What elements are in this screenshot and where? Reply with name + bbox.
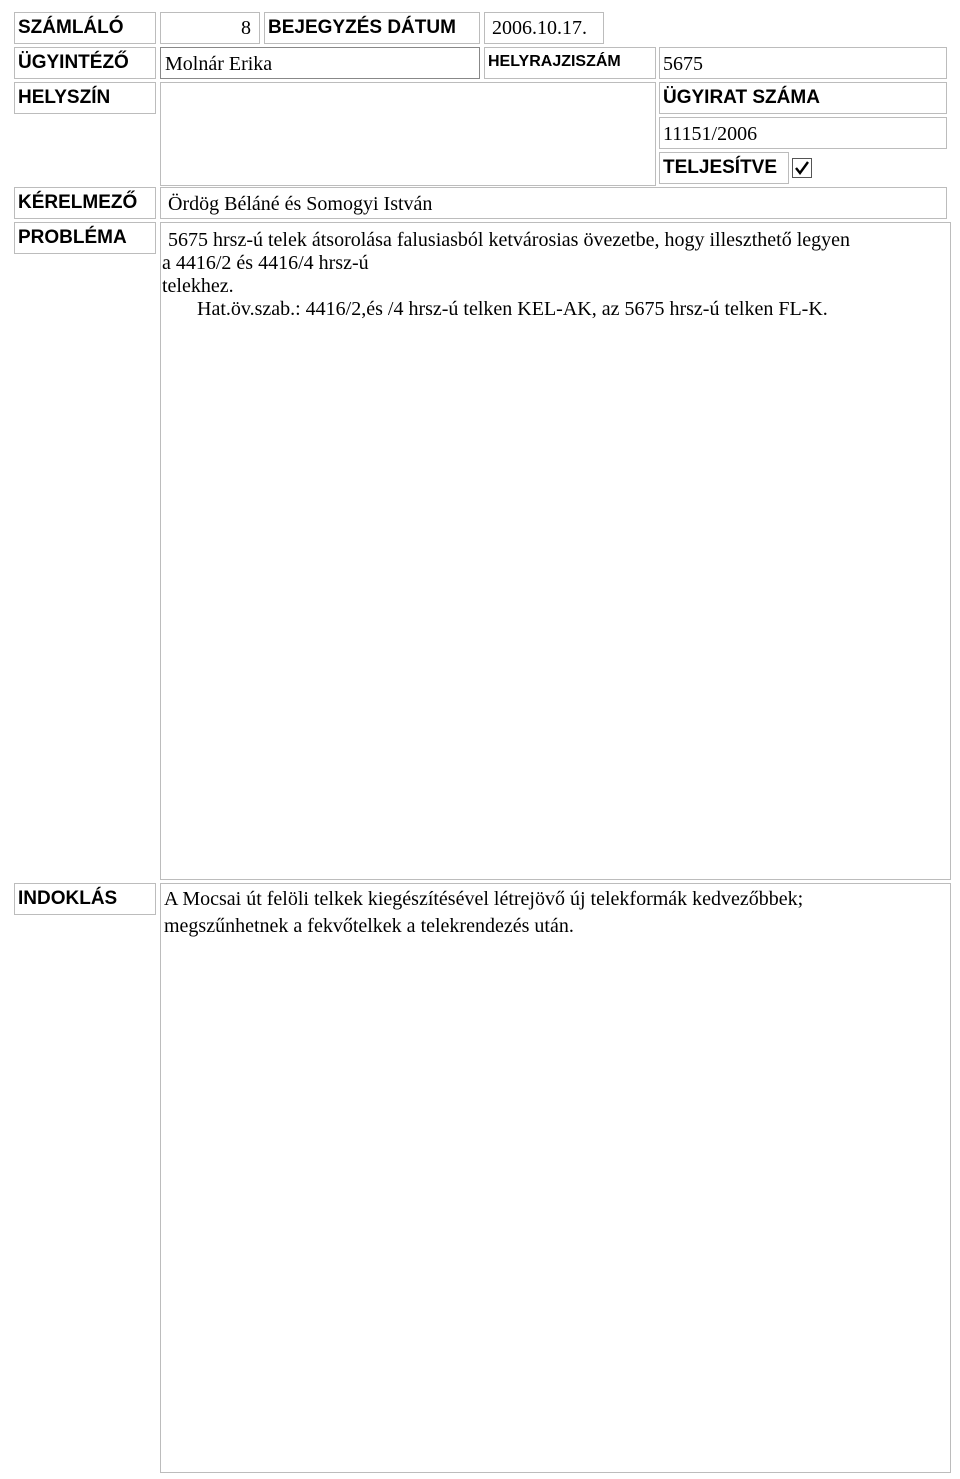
ugyintezo-value: Molnár Erika [165, 53, 273, 75]
kerelmezo-value: Ördög Béláné és Somogyi István [168, 193, 433, 215]
problema-line: Hat.öv.szab.: 4416/2,és /4 hrsz-ú telken KEL-AK, az 5675 hrsz-ú telken FL-K. [197, 298, 828, 320]
teljesitve-label: TELJESÍTVE [663, 157, 778, 178]
kerelmezo-label: KÉRELMEZŐ [18, 192, 138, 213]
helyszin-field[interactable] [160, 82, 656, 186]
helyrajziszam-value: 5675 [663, 53, 703, 75]
szamlalo-label: SZÁMLÁLÓ [18, 17, 124, 38]
ugyintezo-label: ÜGYINTÉZŐ [18, 52, 129, 73]
ugyirat-szama-label: ÜGYIRAT SZÁMA [663, 87, 820, 108]
ugyirat-szama-value: 11151/2006 [663, 123, 758, 145]
indoklas-label: INDOKLÁS [18, 888, 118, 909]
teljesitve-checkbox[interactable] [792, 158, 812, 178]
problema-line: 5675 hrsz-ú telek átsorolása falusiasból ketvárosias övezetbe, hogy illeszthető legyen [168, 229, 851, 251]
szamlalo-value: 8 [241, 17, 251, 39]
check-icon [794, 160, 810, 176]
bejegyzes-datum-value: 2006.10.17. [492, 17, 587, 39]
helyszin-label: HELYSZÍN [18, 87, 111, 108]
indoklas-text [164, 888, 803, 938]
bejegyzes-datum-label: BEJEGYZÉS DÁTUM [268, 17, 456, 38]
problema-label: PROBLÉMA [18, 227, 127, 248]
problema-text [162, 229, 850, 321]
problema-line: telekhez. [162, 275, 234, 297]
helyrajziszam-label: HELYRAJZISZÁM [488, 53, 621, 70]
problema-line: a 4416/2 és 4416/4 hrsz-ú [162, 252, 369, 274]
indoklas-field[interactable] [160, 883, 951, 1473]
indoklas-line: megszűnhetnek a fekvőtelkek a telekrendezés után. [164, 915, 574, 937]
indoklas-line: A Mocsai út felöli telkek kiegészítésével létrejövő új telekformák kedvezőbbek; [164, 888, 804, 910]
